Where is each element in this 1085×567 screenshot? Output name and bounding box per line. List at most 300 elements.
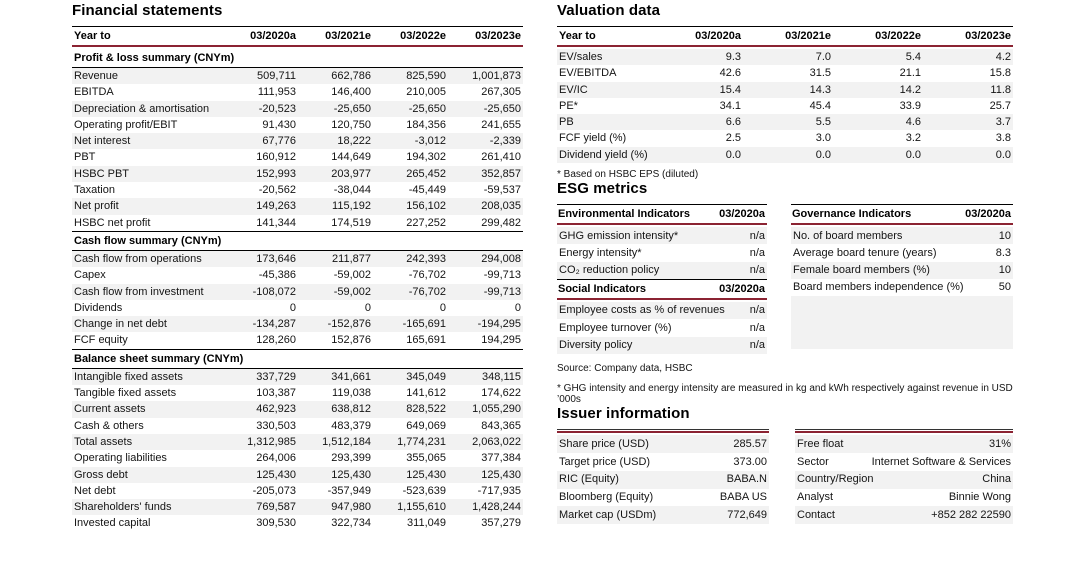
- financial-statements-table: [72, 26, 523, 532]
- row-value: 119,038: [332, 387, 371, 400]
- row-value: n/a: [749, 304, 765, 317]
- row-label: EBITDA: [74, 86, 114, 99]
- header-label: Governance Indicators: [792, 208, 912, 221]
- row-value: 311,049: [407, 517, 446, 530]
- row-value: 152,993: [256, 167, 296, 180]
- table-row: [72, 369, 523, 385]
- year-to-header-label: Year to: [559, 30, 596, 42]
- row-label: Free float: [797, 437, 844, 450]
- row-value: -165,691: [402, 318, 446, 331]
- row-value: 50: [998, 281, 1011, 294]
- table-row: [72, 418, 523, 434]
- row-value: -59,002: [333, 269, 371, 282]
- row-label: CO₂ reduction policy: [559, 264, 660, 277]
- governance-table-filler: [791, 296, 1013, 349]
- row-value: -25,650: [333, 102, 371, 115]
- column-header: 03/2021e: [325, 30, 371, 42]
- row-value: 103,387: [256, 387, 296, 400]
- row-value: 0: [289, 301, 296, 314]
- row-value: -76,702: [408, 269, 446, 282]
- profit-loss-rows: [72, 68, 523, 231]
- row-value: -59,537: [483, 184, 521, 197]
- row-value: 337,729: [256, 370, 296, 383]
- row-value: 3.7: [995, 116, 1011, 129]
- row-value: -194,295: [477, 318, 521, 331]
- table-row: [557, 435, 769, 453]
- row-value: 293,399: [331, 452, 371, 465]
- source-note: Source: Company data, HSBC: [557, 362, 693, 374]
- row-value: 160,912: [256, 151, 296, 164]
- table-row: [72, 284, 523, 300]
- row-value: 662,786: [331, 70, 371, 82]
- table-row: [557, 98, 1013, 114]
- row-value: 638,812: [331, 403, 371, 416]
- header-label: Environmental Indicators: [558, 208, 691, 221]
- table-row: [72, 332, 523, 348]
- row-label: EV/EBITDA: [559, 67, 617, 80]
- row-value: 309,530: [256, 517, 296, 530]
- row-value: 208,035: [481, 200, 521, 213]
- table-row: [795, 489, 1013, 507]
- row-value: Binnie Wong: [948, 491, 1011, 504]
- row-value: -20,523: [258, 102, 296, 115]
- row-value: -357,949: [327, 484, 371, 497]
- row-value: 2,063,022: [472, 435, 521, 448]
- table-row: [795, 435, 1013, 453]
- row-value: 1,512,184: [322, 435, 371, 448]
- valuation-table-header: [557, 26, 1013, 47]
- table-row: [72, 198, 523, 214]
- row-value: 141,344: [256, 216, 296, 229]
- valuation-rows: [557, 49, 1013, 163]
- row-value: 67,776: [262, 135, 296, 148]
- ghg-intensity-footnote: * GHG intensity and energy intensity are measured in kg and kWh respectively against revenue in USD ’000s: [557, 382, 1013, 405]
- environmental-indicators-header: [557, 204, 767, 225]
- row-value: 825,590: [406, 70, 446, 82]
- table-row: [72, 483, 523, 499]
- row-value: 125,430: [331, 468, 371, 481]
- row-value: BABA US: [719, 491, 767, 504]
- row-value: 5.5: [815, 116, 831, 129]
- row-value: 120,750: [331, 118, 371, 131]
- financial-table-header: [72, 26, 523, 47]
- row-label: Female board members (%): [793, 264, 930, 277]
- table-row: [72, 401, 523, 417]
- esg-tables: [557, 204, 1013, 354]
- row-value: 152,876: [331, 334, 371, 347]
- table-row: [557, 337, 767, 354]
- valuation-footnote: * Based on HSBC EPS (diluted): [557, 169, 699, 181]
- row-label: EV/IC: [559, 83, 588, 96]
- row-value: 7.0: [815, 51, 831, 63]
- table-row: [557, 262, 767, 279]
- row-label: Operating profit/EBIT: [74, 118, 178, 131]
- column-header: 03/2022e: [875, 30, 921, 42]
- header-period: 03/2020a: [719, 282, 765, 295]
- table-row: [795, 471, 1013, 489]
- table-row: [72, 133, 523, 149]
- table-row: [557, 114, 1013, 130]
- table-row: [557, 147, 1013, 163]
- table-row: [791, 262, 1013, 279]
- row-label: Average board tenure (years): [793, 246, 937, 259]
- row-label: Employee costs as % of revenues: [559, 304, 725, 317]
- row-label: Invested capital: [74, 517, 151, 530]
- row-label: Cash flow from investment: [74, 285, 204, 298]
- row-label: Shareholders' funds: [74, 501, 172, 514]
- row-value: -38,044: [333, 184, 371, 197]
- row-value: 6.6: [725, 116, 741, 129]
- row-value: 352,857: [481, 167, 521, 180]
- row-value: n/a: [749, 229, 765, 242]
- row-value: +852 282 22590: [931, 509, 1011, 522]
- table-row: [72, 215, 523, 231]
- row-value: 227,252: [406, 216, 446, 229]
- table-row: [72, 267, 523, 283]
- row-label: HSBC net profit: [74, 216, 151, 229]
- table-row: [72, 182, 523, 198]
- table-row: [557, 227, 767, 244]
- header-period: 03/2020a: [965, 208, 1011, 221]
- row-value: 1,774,231: [397, 435, 446, 448]
- table-row: [72, 117, 523, 133]
- row-value: 111,953: [257, 86, 296, 99]
- row-value: 0.0: [815, 148, 831, 161]
- row-label: Current assets: [74, 403, 146, 416]
- row-value: 10: [998, 264, 1011, 277]
- row-label: Energy intensity*: [559, 246, 642, 259]
- row-value: 509,711: [257, 70, 296, 82]
- issuer-table-right: [795, 429, 1013, 524]
- row-value: 194,295: [481, 334, 521, 347]
- row-value: 128,260: [256, 334, 296, 347]
- column-header: 03/2020a: [695, 30, 741, 42]
- row-value: -76,702: [408, 285, 446, 298]
- row-value: 0: [514, 301, 521, 314]
- row-value: 184,356: [406, 118, 446, 131]
- red-rule: [795, 431, 1013, 433]
- table-row: [791, 244, 1013, 261]
- row-value: 25.7: [989, 99, 1011, 112]
- row-value: 267,305: [481, 86, 521, 99]
- row-label: PB: [559, 116, 574, 129]
- row-value: 322,734: [331, 517, 371, 530]
- issuer-table-left: [557, 429, 769, 524]
- row-value: 9.3: [725, 51, 741, 63]
- row-label: RIC (Equity): [559, 473, 619, 486]
- header-label: Social Indicators: [558, 282, 647, 295]
- row-label: Operating liabilities: [74, 452, 167, 465]
- row-label: Intangible fixed assets: [74, 370, 183, 383]
- row-label: Country/Region: [797, 473, 874, 486]
- table-row: [557, 244, 767, 261]
- row-label: FCF equity: [74, 334, 128, 347]
- valuation-table: [557, 26, 1013, 163]
- row-label: Dividend yield (%): [559, 148, 648, 161]
- row-value: 3.0: [815, 132, 831, 145]
- row-label: Sector: [797, 455, 829, 468]
- row-label: Bloomberg (Equity): [559, 491, 654, 504]
- row-value: 156,102: [406, 200, 446, 213]
- row-value: -134,287: [252, 318, 296, 331]
- row-value: 144,649: [331, 151, 371, 164]
- row-value: 345,049: [406, 370, 446, 383]
- column-header: 03/2022e: [400, 30, 446, 42]
- row-value: -2,339: [489, 135, 521, 148]
- valuation-data-title: Valuation data: [557, 2, 661, 19]
- row-value: 843,365: [481, 419, 521, 432]
- table-row: [72, 467, 523, 483]
- table-row: [72, 149, 523, 165]
- row-value: 4.2: [995, 51, 1011, 63]
- table-row: [557, 65, 1013, 81]
- row-label: Analyst: [797, 491, 834, 504]
- table-row: [72, 251, 523, 267]
- table-row: [72, 300, 523, 316]
- row-value: 15.8: [989, 67, 1011, 80]
- row-value: -523,639: [402, 484, 446, 497]
- row-value: -152,876: [327, 318, 371, 331]
- row-value: -99,713: [483, 269, 521, 282]
- row-value: 14.3: [809, 83, 831, 96]
- row-value: -45,386: [258, 269, 296, 282]
- row-value: 173,646: [256, 252, 296, 265]
- row-value: n/a: [749, 246, 765, 259]
- row-value: -99,713: [483, 285, 521, 298]
- financial-statements-title: Financial statements: [72, 2, 223, 19]
- social-indicators-header: [557, 279, 767, 300]
- row-value: 91,430: [262, 118, 296, 131]
- row-value: 165,691: [406, 334, 446, 347]
- table-row: [557, 130, 1013, 146]
- row-value: 146,400: [331, 86, 371, 99]
- row-label: Share price (USD): [559, 437, 649, 450]
- right-column: [557, 2, 1013, 524]
- row-value: -108,072: [252, 285, 296, 298]
- row-value: 4.6: [905, 116, 921, 129]
- issuer-information-title: Issuer information: [557, 404, 690, 422]
- row-value: 174,622: [481, 387, 521, 400]
- row-value: 947,980: [331, 501, 371, 514]
- table-row: [72, 499, 523, 515]
- table-row: [72, 434, 523, 450]
- governance-table: [791, 204, 1013, 354]
- row-value: 0: [439, 301, 446, 314]
- row-value: 348,115: [482, 370, 521, 383]
- row-value: 462,923: [256, 403, 296, 416]
- row-value: 149,263: [256, 200, 296, 213]
- table-row: [557, 506, 769, 524]
- row-label: Cash flow from operations: [74, 252, 202, 265]
- env-and-social-table: [557, 204, 767, 354]
- table-row: [72, 84, 523, 100]
- row-value: -45,449: [408, 184, 446, 197]
- table-row: [795, 453, 1013, 471]
- row-value: 10: [998, 229, 1011, 242]
- row-label: Net debt: [74, 484, 116, 497]
- table-row: [557, 453, 769, 471]
- table-row: [557, 82, 1013, 98]
- row-value: 34.1: [719, 99, 741, 112]
- column-header: 03/2023e: [965, 30, 1011, 42]
- row-label: Cash & others: [74, 419, 144, 432]
- row-value: 330,503: [256, 419, 296, 432]
- row-label: Change in net debt: [74, 318, 167, 331]
- environmental-rows: [557, 227, 767, 279]
- row-value: 357,279: [481, 517, 521, 530]
- section-header-balance-sheet: Balance sheet summary (CNYm): [72, 349, 523, 369]
- governance-rows: [791, 227, 1013, 296]
- row-value: 3.2: [905, 132, 921, 145]
- governance-indicators-header: [791, 204, 1013, 225]
- section-header-cash-flow: Cash flow summary (CNYm): [72, 231, 523, 251]
- table-row: [557, 471, 769, 489]
- table-row: [557, 319, 767, 336]
- row-value: n/a: [749, 321, 765, 334]
- row-value: 194,302: [406, 151, 446, 164]
- row-label: Diversity policy: [559, 339, 633, 352]
- table-row: [791, 279, 1013, 296]
- row-value: 828,522: [406, 403, 446, 416]
- row-value: 242,393: [406, 252, 446, 265]
- row-value: 1,312,985: [247, 435, 296, 448]
- row-value: 355,065: [406, 452, 446, 465]
- row-value: 3.8: [995, 132, 1011, 145]
- row-value: 264,006: [256, 452, 296, 465]
- column-header: 03/2023e: [475, 30, 521, 42]
- header-period: 03/2020a: [719, 208, 765, 221]
- row-value: BABA.N: [726, 473, 767, 486]
- table-row: [72, 101, 523, 117]
- row-value: China: [982, 473, 1011, 486]
- row-value: 141,612: [406, 387, 446, 400]
- row-value: 0: [364, 301, 371, 314]
- financial-statements-section: [72, 2, 523, 532]
- row-value: 211,877: [332, 252, 371, 265]
- row-label: Dividends: [74, 301, 123, 314]
- row-value: 115,192: [332, 200, 371, 213]
- row-value: 31%: [988, 437, 1011, 450]
- row-value: 241,655: [481, 118, 521, 131]
- row-value: 21.1: [899, 67, 921, 80]
- row-value: 377,384: [481, 452, 521, 465]
- row-value: 5.4: [905, 51, 921, 63]
- row-value: 42.6: [719, 67, 741, 80]
- row-value: 125,430: [256, 468, 296, 481]
- row-value: 0.0: [995, 148, 1011, 161]
- table-row: [72, 515, 523, 531]
- row-label: No. of board members: [793, 229, 903, 242]
- table-row: [72, 166, 523, 182]
- row-label: EV/sales: [559, 51, 603, 63]
- row-value: 649,069: [406, 419, 446, 432]
- row-label: PBT: [74, 151, 96, 164]
- row-value: 265,452: [406, 167, 446, 180]
- balance-sheet-rows: [72, 369, 523, 532]
- row-value: 203,977: [331, 167, 371, 180]
- table-row: [557, 489, 769, 507]
- table-row: [72, 385, 523, 401]
- table-row: [72, 450, 523, 466]
- row-label: Revenue: [74, 70, 119, 82]
- row-value: 769,587: [256, 501, 296, 514]
- issuer-right-rows: [795, 435, 1013, 524]
- row-value: 8.3: [995, 246, 1011, 259]
- row-value: 1,428,244: [472, 501, 521, 514]
- row-label: Tangible fixed assets: [74, 387, 177, 400]
- esg-metrics-title: ESG metrics: [557, 180, 648, 198]
- row-value: 2.5: [725, 132, 741, 145]
- row-label: Employee turnover (%): [559, 321, 672, 334]
- row-label: FCF yield (%): [559, 132, 627, 145]
- row-label: Total assets: [74, 435, 133, 448]
- row-value: -25,650: [483, 102, 521, 115]
- year-to-header-label: Year to: [74, 30, 111, 42]
- row-value: 125,430: [406, 468, 446, 481]
- row-label: Gross debt: [74, 468, 128, 481]
- row-value: 299,482: [481, 216, 521, 229]
- row-value: 483,379: [331, 419, 371, 432]
- section-header-profit-loss: Profit & loss summary (CNYm): [72, 49, 523, 68]
- row-value: 0.0: [725, 148, 741, 161]
- row-label: PE*: [559, 99, 578, 112]
- row-value: 341,661: [331, 370, 371, 383]
- table-row: [791, 227, 1013, 244]
- row-value: 373.00: [733, 455, 767, 468]
- row-value: -717,935: [477, 484, 521, 497]
- row-value: 11.8: [990, 83, 1011, 96]
- row-value: Internet Software & Services: [871, 455, 1011, 468]
- row-value: 1,055,290: [472, 403, 521, 416]
- row-value: -20,562: [258, 184, 296, 197]
- row-value: 210,005: [406, 86, 446, 99]
- row-value: 285.57: [733, 437, 767, 450]
- column-header: 03/2020a: [250, 30, 296, 42]
- row-label: Depreciation & amortisation: [74, 102, 210, 115]
- social-rows: [557, 302, 767, 354]
- red-rule: [557, 431, 769, 433]
- row-value: 261,410: [481, 151, 521, 164]
- table-row: [795, 506, 1013, 524]
- issuer-tables: [557, 429, 1013, 524]
- row-label: Net profit: [74, 200, 119, 213]
- row-value: 18,222: [337, 135, 371, 148]
- issuer-left-rows: [557, 435, 769, 524]
- row-value: 33.9: [899, 99, 921, 112]
- table-row: [72, 68, 523, 84]
- row-value: 0.0: [905, 148, 921, 161]
- row-value: -59,002: [333, 285, 371, 298]
- row-label: Market cap (USDm): [559, 509, 657, 522]
- row-value: 125,430: [481, 468, 521, 481]
- row-label: Board members independence (%): [793, 281, 964, 294]
- row-value: 1,155,610: [397, 501, 446, 514]
- row-label: Taxation: [74, 184, 115, 197]
- row-value: -25,650: [408, 102, 446, 115]
- row-value: 45.4: [809, 99, 831, 112]
- row-value: 15.4: [719, 83, 741, 96]
- row-label: Contact: [797, 509, 835, 522]
- row-label: HSBC PBT: [74, 167, 130, 180]
- row-label: Capex: [74, 269, 106, 282]
- row-value: 31.5: [809, 67, 831, 80]
- cash-flow-rows: [72, 251, 523, 349]
- row-value: 1,001,873: [472, 70, 521, 82]
- table-row: [557, 49, 1013, 65]
- row-value: 174,519: [331, 216, 371, 229]
- row-value: n/a: [749, 264, 765, 277]
- row-label: GHG emission intensity*: [559, 229, 679, 242]
